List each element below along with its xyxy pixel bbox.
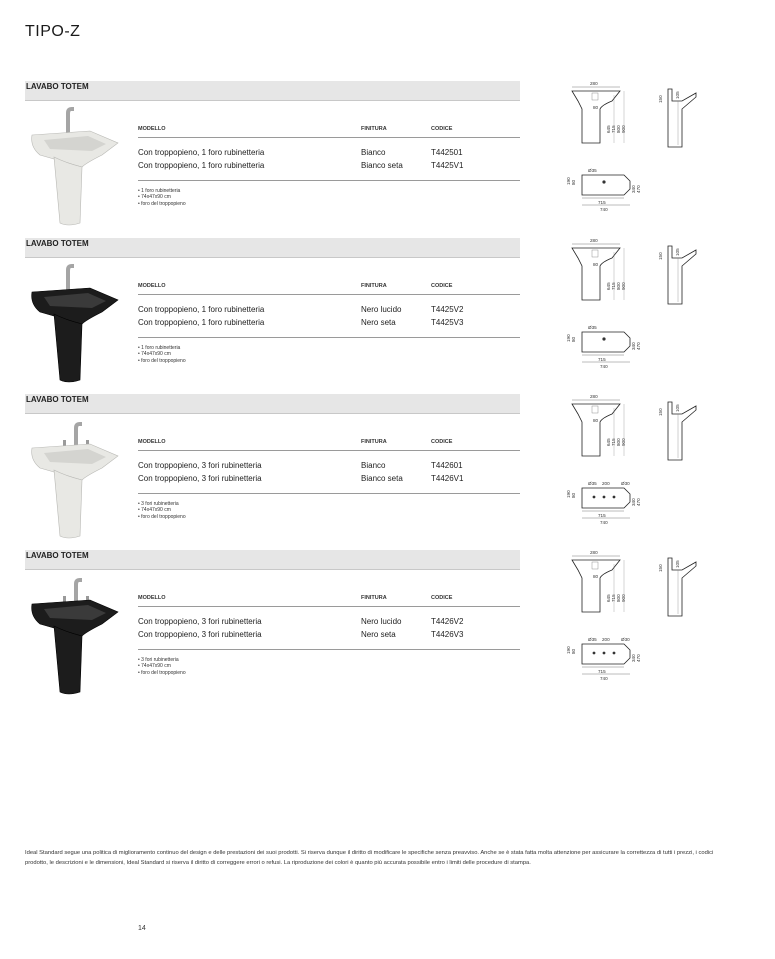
row-code: T442601 xyxy=(431,461,463,470)
svg-text:190: 190 xyxy=(566,646,571,654)
product-section xyxy=(25,238,715,388)
washbasin-image xyxy=(30,418,120,540)
svg-text:105: 105 xyxy=(675,404,680,412)
svg-text:645: 645 xyxy=(606,125,611,133)
feature-item: • 1 foro rubinetteria xyxy=(138,188,181,194)
svg-text:340: 340 xyxy=(631,654,636,662)
feature-item: • foro del troppopieno xyxy=(138,200,186,207)
svg-text:280: 280 xyxy=(590,238,598,243)
feature-item: • foro del troppopieno xyxy=(138,357,186,364)
table-header-rule xyxy=(138,294,520,295)
svg-text:150: 150 xyxy=(658,95,663,103)
feature-list xyxy=(138,345,186,364)
feature-item: • foro del troppopieno xyxy=(138,513,186,520)
svg-text:105: 105 xyxy=(675,560,680,568)
col-header-code: CODICE xyxy=(431,283,453,289)
svg-text:800: 800 xyxy=(616,438,621,446)
svg-text:715: 715 xyxy=(598,513,606,518)
section-header-bar xyxy=(25,81,520,101)
svg-text:150: 150 xyxy=(658,564,663,572)
svg-text:470: 470 xyxy=(636,185,641,193)
washbasin-image xyxy=(30,105,120,227)
row-finish: Bianco seta xyxy=(361,161,403,170)
svg-text:645: 645 xyxy=(606,282,611,290)
svg-text:740: 740 xyxy=(600,676,608,681)
feature-item: • foro del troppopieno xyxy=(138,669,186,676)
feature-item: • 74x47x90 cm xyxy=(138,351,171,358)
svg-text:715: 715 xyxy=(611,125,616,133)
row-finish: Bianco xyxy=(361,461,386,470)
table-bottom-rule xyxy=(138,337,520,338)
row-model: Con troppopieno, 3 fori rubinetteria xyxy=(138,630,262,639)
col-header-code: CODICE xyxy=(431,595,453,601)
svg-text:900: 900 xyxy=(621,594,626,602)
row-finish: Nero lucido xyxy=(361,617,402,626)
row-code: T4425V3 xyxy=(431,318,464,327)
section-title: LAVABO TOTEM xyxy=(26,551,89,560)
svg-text:800: 800 xyxy=(616,125,621,133)
svg-text:715: 715 xyxy=(598,200,606,205)
svg-text:105: 105 xyxy=(675,91,680,99)
svg-text:900: 900 xyxy=(621,282,626,290)
svg-text:340: 340 xyxy=(631,498,636,506)
table-bottom-rule xyxy=(138,493,520,494)
svg-text:80: 80 xyxy=(571,648,576,654)
table-bottom-rule xyxy=(138,649,520,650)
technical-drawings xyxy=(558,81,708,231)
col-header-model: MODELLO xyxy=(138,595,166,601)
col-header-finish: FINITURA xyxy=(361,283,387,289)
section-header-bar xyxy=(25,238,520,258)
section-header-bar xyxy=(25,550,520,570)
section-header-bar xyxy=(25,394,520,414)
svg-text:200: 200 xyxy=(602,481,610,486)
drawings-panel xyxy=(558,238,708,388)
page-number: 14 xyxy=(138,925,146,932)
row-finish: Bianco seta xyxy=(361,474,403,483)
drawings-panel xyxy=(558,550,708,700)
product-image xyxy=(30,262,120,384)
table-header-rule xyxy=(138,450,520,451)
row-finish: Nero seta xyxy=(361,630,396,639)
table-header-rule xyxy=(138,606,520,607)
technical-drawings xyxy=(558,550,708,700)
svg-text:740: 740 xyxy=(600,364,608,369)
technical-drawings xyxy=(558,394,708,544)
svg-text:80: 80 xyxy=(593,262,599,267)
svg-text:Ø30: Ø30 xyxy=(621,637,630,642)
svg-text:190: 190 xyxy=(566,490,571,498)
svg-text:280: 280 xyxy=(590,394,598,399)
col-header-model: MODELLO xyxy=(138,126,166,132)
table-bottom-rule xyxy=(138,180,520,181)
technical-drawings xyxy=(558,238,708,388)
svg-text:470: 470 xyxy=(636,498,641,506)
product-image xyxy=(30,574,120,696)
page-title: TIPO-Z xyxy=(25,23,81,40)
svg-text:340: 340 xyxy=(631,342,636,350)
svg-text:80: 80 xyxy=(593,105,599,110)
product-image xyxy=(30,105,120,227)
row-code: T4426V2 xyxy=(431,617,464,626)
svg-text:715: 715 xyxy=(598,357,606,362)
washbasin-image xyxy=(30,574,120,696)
col-header-finish: FINITURA xyxy=(361,595,387,601)
row-model: Con troppopieno, 3 fori rubinetteria xyxy=(138,474,262,483)
col-header-model: MODELLO xyxy=(138,439,166,445)
row-code: T4425V2 xyxy=(431,305,464,314)
svg-text:Ø35: Ø35 xyxy=(588,325,597,330)
feature-item: • 3 fori rubinetteria xyxy=(138,657,179,663)
row-finish: Bianco xyxy=(361,148,386,157)
feature-list xyxy=(138,188,186,207)
svg-text:715: 715 xyxy=(611,594,616,602)
feature-item: • 74x47x90 cm xyxy=(138,194,171,201)
drawings-panel xyxy=(558,81,708,231)
row-finish: Nero lucido xyxy=(361,305,402,314)
svg-text:80: 80 xyxy=(571,336,576,342)
drawings-panel xyxy=(558,394,708,544)
svg-text:715: 715 xyxy=(611,282,616,290)
row-model: Con troppopieno, 3 fori rubinetteria xyxy=(138,461,262,470)
svg-text:80: 80 xyxy=(571,179,576,185)
svg-text:80: 80 xyxy=(571,492,576,498)
row-finish: Nero seta xyxy=(361,318,396,327)
row-model: Con troppopieno, 1 foro rubinetteria xyxy=(138,305,265,314)
svg-text:105: 105 xyxy=(675,248,680,256)
svg-text:190: 190 xyxy=(566,177,571,185)
svg-text:280: 280 xyxy=(590,81,598,86)
svg-text:715: 715 xyxy=(611,438,616,446)
svg-text:740: 740 xyxy=(600,207,608,212)
col-header-finish: FINITURA xyxy=(361,439,387,445)
row-code: T4425V1 xyxy=(431,161,464,170)
section-title: LAVABO TOTEM xyxy=(26,239,89,248)
svg-text:645: 645 xyxy=(606,594,611,602)
row-model: Con troppopieno, 1 foro rubinetteria xyxy=(138,318,265,327)
col-header-model: MODELLO xyxy=(138,283,166,289)
washbasin-image xyxy=(30,262,120,384)
row-code: T442501 xyxy=(431,148,463,157)
svg-text:900: 900 xyxy=(621,125,626,133)
svg-text:470: 470 xyxy=(636,342,641,350)
svg-text:Ø35: Ø35 xyxy=(588,168,597,173)
col-header-finish: FINITURA xyxy=(361,126,387,132)
section-title: LAVABO TOTEM xyxy=(26,82,89,91)
table-header-rule xyxy=(138,137,520,138)
svg-text:190: 190 xyxy=(566,334,571,342)
feature-item: • 74x47x90 cm xyxy=(138,507,171,514)
svg-text:80: 80 xyxy=(593,418,599,423)
section-title: LAVABO TOTEM xyxy=(26,395,89,404)
product-section xyxy=(25,394,715,544)
feature-item: • 1 foro rubinetteria xyxy=(138,345,181,351)
svg-text:800: 800 xyxy=(616,282,621,290)
svg-text:Ø35: Ø35 xyxy=(588,481,597,486)
svg-text:Ø30: Ø30 xyxy=(621,481,630,486)
svg-text:Ø35: Ø35 xyxy=(588,637,597,642)
row-code: T4426V3 xyxy=(431,630,464,639)
svg-text:200: 200 xyxy=(602,637,610,642)
svg-text:900: 900 xyxy=(621,438,626,446)
row-model: Con troppopieno, 1 foro rubinetteria xyxy=(138,148,265,157)
svg-text:800: 800 xyxy=(616,594,621,602)
svg-text:715: 715 xyxy=(598,669,606,674)
svg-text:280: 280 xyxy=(590,550,598,555)
svg-text:645: 645 xyxy=(606,438,611,446)
disclaimer: Ideal Standard segue una politica di miglioramento continuo del design e delle prestazioni dei suoi prodotti. Si riserva dunque il diritto di modificare le specifiche senza preavviso. Anche se è stata fatta molta attenzione per assicurare la correttezza di tutti i prezzi, i codici prodotto, le descrizioni e le dimensioni, Ideal Standard si riserva il diritto di correggere errori o refusi. La riproduzione dei colori è quanto più accurata possibile entro i limiti delle procedure di stampa. xyxy=(25,850,714,866)
feature-list xyxy=(138,501,186,520)
product-image xyxy=(30,418,120,540)
feature-item: • 3 fori rubinetteria xyxy=(138,501,179,507)
row-code: T4426V1 xyxy=(431,474,464,483)
svg-text:340: 340 xyxy=(631,185,636,193)
product-section xyxy=(25,81,715,231)
svg-text:150: 150 xyxy=(658,408,663,416)
row-model: Con troppopieno, 1 foro rubinetteria xyxy=(138,161,265,170)
svg-text:740: 740 xyxy=(600,520,608,525)
svg-text:80: 80 xyxy=(593,574,599,579)
svg-text:150: 150 xyxy=(658,252,663,260)
feature-list xyxy=(138,657,186,676)
row-model: Con troppopieno, 3 fori rubinetteria xyxy=(138,617,262,626)
svg-text:470: 470 xyxy=(636,654,641,662)
feature-item: • 74x47x90 cm xyxy=(138,663,171,670)
col-header-code: CODICE xyxy=(431,439,453,445)
col-header-code: CODICE xyxy=(431,126,453,132)
product-section xyxy=(25,550,715,700)
